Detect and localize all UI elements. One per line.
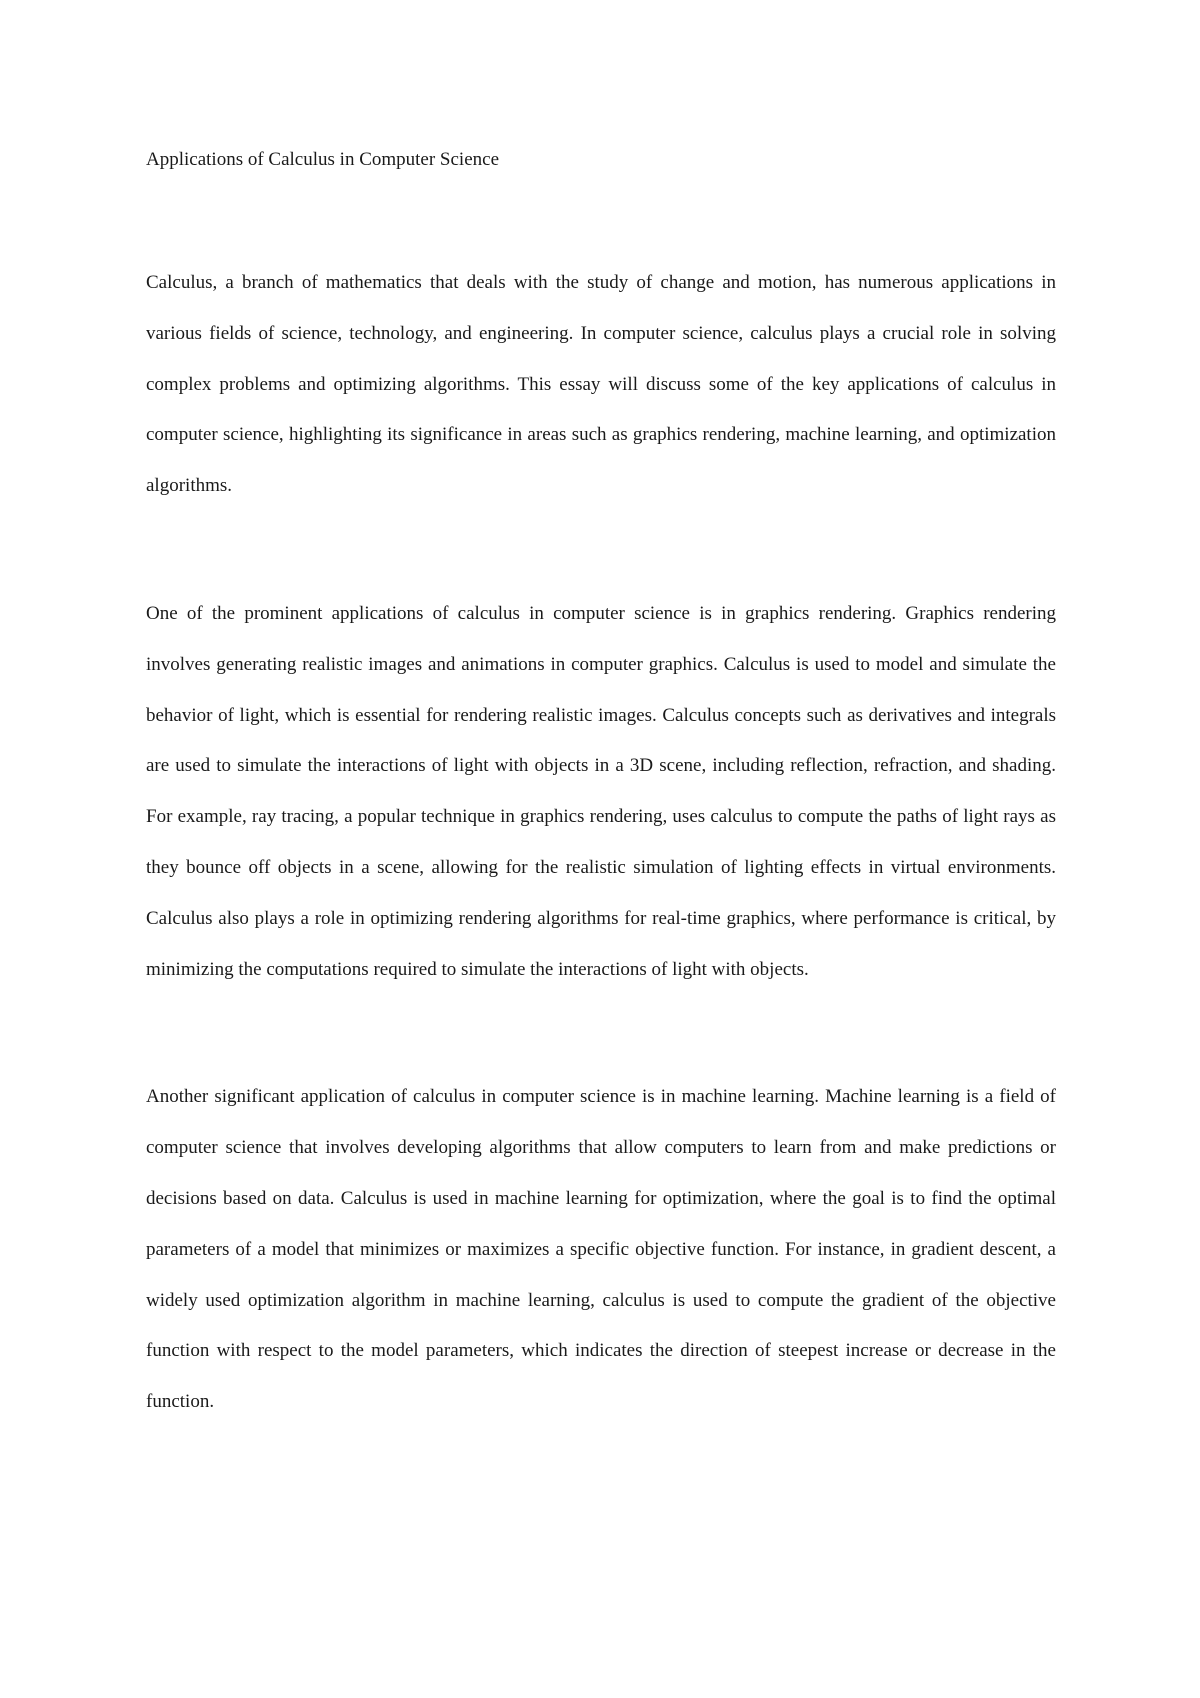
- paragraph-introduction: Calculus, a branch of mathematics that deals with the study of change and motion, has numerous applications in various fields of science, technology, and engineering. In computer science, calculus plays a crucial role in solving complex problems and optimizing algorithms. This essay will discuss some of the key applications of calculus in computer science, highlighting its significance in areas such as graphics rendering, machine learning, and optimization algorithms.: [146, 272, 1056, 497]
- paragraph-machine-learning: Another significant application of calculus in computer science is in machine learning. Machine learning is a field of computer science that involves developing algorithms that allow computers to learn from and make predictions or decisions based on data. Calculus is used in machine learning for optimization, where the goal is to find the optimal parameters of a model that minimizes or maximizes a specific objective function. For instance, in gradient descent, a widely used optimization algorithm in machine learning, calculus is used to compute the gradient of the objective function with respect to the model parameters, which indicates the direction of steepest increase or decrease in the function.: [146, 1086, 1056, 1413]
- paragraph-graphics-rendering: One of the prominent applications of calculus in computer science is in graphics rendering. Graphics rendering involves generating realistic images and animations in computer graphics. Calculus is used to model and simulate the behavior of light, which is essential for rendering realistic images. Calculus concepts such as derivatives and integrals are used to simulate the interactions of light with objects in a 3D scene, including reflection, refraction, and shading. For example, ray tracing, a popular technique in graphics rendering, uses calculus to compute the paths of light rays as they bounce off objects in a scene, allowing for the realistic simulation of lighting effects in virtual environments. Calculus also plays a role in optimizing rendering algorithms for real-time graphics, where performance is critical, by minimizing the computations required to simulate the interactions of light with objects.: [146, 602, 1056, 980]
- document-title: Applications of Calculus in Computer Science: [146, 149, 500, 170]
- document-body: [146, 140, 1056, 1428]
